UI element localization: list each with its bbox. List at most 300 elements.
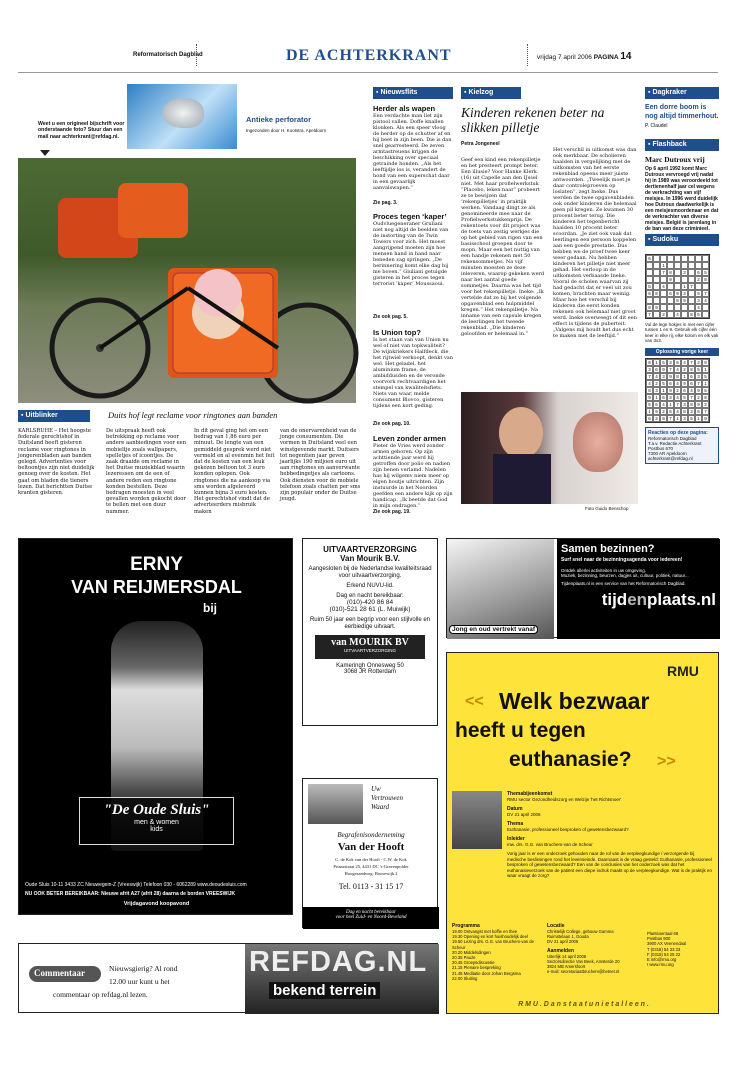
- solution-cell: 5: [667, 408, 674, 415]
- sudoku-icon: ▪: [648, 236, 651, 243]
- sudoku-cell: [688, 276, 695, 283]
- sudoku-cell: 8: [688, 311, 695, 318]
- sudoku-cell: [688, 290, 695, 297]
- refdag-sub: bekend terrein: [269, 982, 380, 999]
- solution-cell: 8: [688, 366, 695, 373]
- sudoku-label-text: Sudoku: [652, 236, 679, 243]
- ad-erny-line2: NU OOK BETER BEREIKBAAR: Nieuwe afrit A27 (afrit 28) daarna de borden VREESWIJK: [25, 891, 236, 897]
- sudoku-cell: 2: [695, 276, 702, 283]
- sudoku-instructions: Vul de lege hokjes in met een cijfer tussen 1 en 9. Gebruik elk cijfer één keer in elke rij, elke kolom en elk vak van 3x3.: [645, 322, 719, 344]
- sudoku-cell: 7: [702, 290, 709, 297]
- perforator-credit: Ingezonden door H. Kootstra, Apeldoorn: [246, 128, 327, 133]
- solution-cell: 7: [702, 408, 709, 415]
- kielzog-author: Petra Jongeneel: [461, 141, 500, 147]
- flashback-body: Op 6 april 1992 komt Marc Dutroux vervroegd vrij nadat hij in 1989 was veroordeeld tot dertienenhalf jaar cel wegens de verkrachting van vijf meisjes. In 1996 werd duidelijk hoe Dutroux daadwerkelijk is een meisjesmoordenaar en dat de verkrachter van diverse meisjes. België is jarenlang in de ban van deze criminieel.: [645, 166, 719, 232]
- news-item-title: Is Union top?: [373, 328, 421, 337]
- sudoku-cell: 4: [660, 283, 667, 290]
- sudoku-cell: [667, 311, 674, 318]
- solution-cell: 6: [688, 373, 695, 380]
- ad-erny-title2: VAN REIJMERSDAL: [71, 577, 242, 597]
- flashback-icon: ▪: [648, 141, 651, 148]
- rmu-locatie-line: DV 21 april 2006: [547, 939, 579, 945]
- sudoku-cell: [653, 297, 660, 304]
- logo-part-b: en: [627, 590, 648, 609]
- hooft-name: Van der Hooft: [337, 841, 405, 853]
- date-text: vrijdag 7 april 2006: [537, 54, 592, 61]
- news-item: [373, 328, 453, 428]
- sudoku-cell: [667, 297, 674, 304]
- ad-erny-address: Oude Sluis 10-11 3433 ZC Nieuwegein-Z (Vreeswijk) Telefoon 030 - 6062289 www.deoudesluis.com: [25, 882, 247, 888]
- solution-cell: 3: [646, 366, 653, 373]
- news-item-ref: Zie ook pag. 19.: [373, 509, 411, 515]
- rmu-programma-line: 21.45 Meditatie door Johan Bergsma: [452, 970, 521, 976]
- rmu-programma-label: Programma: [452, 923, 480, 929]
- mourik-city: 3068 JR Rotterdam: [343, 669, 397, 675]
- solution-cell: 2: [653, 380, 660, 387]
- rmu-inleider-label: Inleider: [507, 836, 525, 842]
- sudoku-label: [645, 234, 719, 246]
- hooft-phone: Tel. 0113 - 31 15 17: [338, 882, 404, 891]
- solution-cell: 1: [695, 415, 702, 422]
- solution-cell: 5: [681, 394, 688, 401]
- sudoku-cell: 5: [702, 269, 709, 276]
- rmu-title3: euthanasie?: [509, 748, 632, 771]
- mourik-address: Kameringh Onnesweg 50: [336, 663, 404, 669]
- sudoku-cell: [646, 297, 653, 304]
- kielzog-col2: Het verschil in uitkomst was dan ook merkbaar. De scholieren haalden in vergelijking met de uitkomsten van het eerste rekenblad opeens meer juiste antwoorden. „Tweelijk moet je daar controleproeven op loslaten”, zegt Ineke. Dus werden de twee opgavenbladen ook onder kinderen die helemaal geen pil kregen. Ze kwamen 30 procent beter terug. Die kinderen het tegenbericht haalden 10 procent beter scoordan. „Je ziet ook vaak dat leerlingen een persoon koppelen aan een goede prestatie. Dus hebben we de proef twee keer weer gedaan. Nu hebben kinderen het pilletje niet meer gehad. Het verloop in de uitkomsten verbaasde Ineke. Vooral de scholen waarvan zij had gedacht dat er veel uit zou komen, brachten maar weinig. Maar hoe het verschil bij kinderen die eerst konden rekenen ook helemaal niet groot werd. Ineke overweegt of dit een effect is tijdens de puberteit. „Valgens mij houdt het dus echt te maken met de leeftijd.”: [553, 147, 637, 339]
- ad-van-der-hooft[interactable]: [302, 778, 438, 928]
- ad-erny-title1: ERNY: [130, 554, 183, 575]
- hooft-motto2: Vertrouwen: [371, 794, 404, 802]
- sudoku-cell: [674, 269, 681, 276]
- news-item-ref: Zie ook pag. 10.: [373, 421, 411, 427]
- solution-cell: 9: [646, 394, 653, 401]
- solution-cell: 7: [667, 366, 674, 373]
- sudoku-cell: 4: [695, 304, 702, 311]
- ad-erny-sub: men & women: [134, 819, 179, 826]
- section-title: DE ACHTERKRANT: [286, 47, 452, 64]
- sudoku-cell: [688, 262, 695, 269]
- sudoku-cell: 1: [681, 283, 688, 290]
- page-number: 14: [620, 51, 632, 62]
- masthead-rule: [18, 72, 718, 73]
- logo-part-c: plaats.nl: [647, 590, 716, 609]
- solution-cell: 3: [681, 415, 688, 422]
- kielzog-label-text: Kielzog: [468, 89, 494, 96]
- solution-cell: 3: [667, 394, 674, 401]
- tijdenplaats-sub: Surf snel naar de bezinningsagenda voor iedereen!: [561, 557, 683, 563]
- sudoku-cell: 6: [695, 269, 702, 276]
- sudoku-cell: 9: [653, 304, 660, 311]
- ad-erny-title3: bij: [203, 601, 217, 615]
- rmu-arrows-right: >>: [657, 753, 676, 770]
- solution-cell: 3: [695, 373, 702, 380]
- ad-de-oude-sluis[interactable]: [18, 538, 293, 915]
- solution-cell: 1: [681, 373, 688, 380]
- masthead-divider-right: [527, 44, 528, 66]
- news-item-ref: Zie pag. 3.: [373, 200, 398, 206]
- right-column: [645, 87, 719, 517]
- hooft-motto1: Uw: [371, 785, 381, 793]
- rmu-aanmelden-line: Uiterlijk 14 april 2006: [547, 953, 587, 959]
- solution-cell: 1: [660, 387, 667, 394]
- solution-cell: 1: [702, 380, 709, 387]
- sudoku-cell: [702, 304, 709, 311]
- solution-cell: 5: [702, 387, 709, 394]
- bicycle-illustration: [18, 158, 356, 403]
- tijdenplaats-l3: Tijdenplaats.nl is een service van het Reformatorisch Dagblad.: [561, 581, 686, 586]
- solution-cell: 6: [646, 415, 653, 422]
- anchor-icon: ▪: [464, 89, 467, 96]
- solution-cell: 4: [674, 394, 681, 401]
- news-item-title: Proces tegen ‘kaper’: [373, 212, 447, 221]
- flashback-title: Marc Dutroux vrij: [645, 155, 705, 164]
- solution-cell: 6: [667, 380, 674, 387]
- rmu-contact: [647, 931, 717, 993]
- sudoku-cell: 2: [660, 311, 667, 318]
- sudoku-cell: 7: [646, 311, 653, 318]
- news-item-body: Een verdachte man liet zijn pistool vallen. Doffe knallen klonken. Als een speer vloog de herder op de schutter af en hij beet in zijn been. Die is dan snel gearresteerd. De zeven armtastreuens krijgen de beschikking over speciaal getrainde honden. „Als het leeftijdje los is, verandert de hond van een superschat daar in een gevaarlijk aanvalswapen.”: [373, 113, 452, 191]
- sudoku-cell: [653, 276, 660, 283]
- news-item-title: Leven zonder armen: [373, 434, 446, 443]
- mourik-l2: Erkend NUVU-lid.: [346, 583, 394, 589]
- tijdenplaats-l1: Ontdek allerlei activiteiten in uw omgeving.: [561, 568, 647, 573]
- dagkraker-label: [645, 87, 719, 99]
- solution-cell: 5: [702, 373, 709, 380]
- solution-cell: 3: [653, 387, 660, 394]
- dagkraker-quote: Een dorre boom is nog altijd timmerhout.: [645, 104, 719, 120]
- solution-cell: 6: [653, 366, 660, 373]
- solution-cell: 3: [681, 401, 688, 408]
- news-item-title: Herder als wapen: [373, 104, 436, 113]
- rmu-contact-line: 3900 AX Veenendaal: [647, 941, 687, 947]
- solution-cell: 2: [695, 359, 702, 366]
- sudoku-cell: [702, 255, 709, 262]
- rmu-contact-line: Plantsoentaal 68: [647, 931, 679, 936]
- sudoku-cell: [667, 304, 674, 311]
- flashback-label: [645, 139, 719, 151]
- rmu-aanmelden-line: 3824 MB Amersfoort: [547, 964, 586, 970]
- rmu-programma-line: 19.50 Lezing drs. G.G. van Bruchem-van de Scheur: [452, 939, 534, 950]
- tijdenplaats-panel: [557, 539, 720, 639]
- reacties-box: [645, 427, 719, 464]
- solution-cell: 8: [702, 394, 709, 401]
- rmu-datum-label: Datum: [507, 806, 523, 812]
- news-item: [373, 434, 453, 524]
- solution-cell: 7: [667, 415, 674, 422]
- mourik-logo-text: van MOURIK BV: [331, 637, 409, 648]
- rmu-locatie: [547, 923, 637, 993]
- solution-cell: 3: [660, 373, 667, 380]
- sudoku-cell: [653, 262, 660, 269]
- sudoku-cell: [653, 255, 660, 262]
- rmu-contact-line: Postbus 900: [647, 936, 671, 942]
- sudoku-cell: 6: [646, 290, 653, 297]
- rmu-title1: Welk bezwaar: [499, 688, 650, 714]
- sudoku-cell: [646, 269, 653, 276]
- rmu-locatie-label: Locatie: [547, 923, 565, 929]
- ad-van-mourik[interactable]: [302, 538, 438, 726]
- solution-cell: 8: [688, 401, 695, 408]
- commentaar-label: Commentaar: [29, 966, 101, 982]
- sudoku-cell: [681, 262, 688, 269]
- masthead: [0, 40, 738, 70]
- ad-refdag[interactable]: [18, 943, 438, 1013]
- refdag-l2: 12.00 uur kunt u het: [109, 977, 170, 986]
- solution-cell: 5: [688, 415, 695, 422]
- news-item: [373, 104, 453, 204]
- reacties-email[interactable]: achterkrant@refdag.nl: [648, 455, 693, 461]
- sudoku-cell: [646, 276, 653, 283]
- rmu-locatie-line: Christelijk College, gebouw Gamma: [547, 929, 614, 934]
- sudoku-cell: [688, 297, 695, 304]
- rmu-contact-web[interactable]: I www.rmu.org: [647, 962, 674, 968]
- sudoku-cell: 8: [667, 269, 674, 276]
- ad-rmu[interactable]: [446, 652, 719, 1014]
- sudoku-cell: [674, 283, 681, 290]
- sudoku-cell: 9: [681, 297, 688, 304]
- solution-cell: 2: [660, 408, 667, 415]
- sudoku-cell: 7: [688, 283, 695, 290]
- nieuwsflits-label: [373, 87, 453, 99]
- news-item-body: Oudvluegeneraner Gruliani niet nog altijd de beelden van de instorting van de Twin Towers voor zich. Het moest aangrijpend moeten zijn hoe mensen hand in hand naar beneden zag springen. „De herinnering komt elke dag bij me boven.” Giuliani getuigde gisteren in het proces tegen terrorist ‘kaper’ Moussaoui.: [373, 221, 449, 287]
- rmu-aanmelden-line: Sectorsdirectie Van Beek, Amsterde 20: [547, 958, 620, 964]
- bicycle-photo: [18, 158, 356, 403]
- sudoku-cell: 7: [660, 269, 667, 276]
- sudoku-cell: 6: [695, 311, 702, 318]
- caption-arrow-icon: [40, 150, 50, 156]
- mourik-phone2: (010)-521 28 61 (L. Muiwijk): [329, 606, 411, 613]
- solution-label: Oplossing vorige keer: [645, 348, 719, 356]
- solution-cell: 3: [667, 359, 674, 366]
- solution-cell: 8: [681, 408, 688, 415]
- masthead-divider-left: [196, 44, 197, 66]
- sudoku-cell: 4: [674, 311, 681, 318]
- rmu-footer: R M U . D a n s t a a t u n i e t a l l e e n .: [518, 1001, 649, 1008]
- solution-cell: 9: [702, 415, 709, 422]
- sudoku-cell: [681, 311, 688, 318]
- ad-tijdenplaats[interactable]: [446, 538, 719, 638]
- sudoku-cell: [681, 276, 688, 283]
- perforator-title: Antieke perforator: [246, 115, 312, 124]
- solution-cell: 4: [674, 408, 681, 415]
- sudoku-cell: [688, 304, 695, 311]
- reacties-line: T.a.v. Redactie Achterkrant: [648, 440, 702, 446]
- rmu-thema2-label: Thema: [507, 821, 524, 827]
- rmu-programma-line: 21.15 Plenaire bespreking: [452, 965, 501, 971]
- solution-cell: 5: [695, 366, 702, 373]
- solution-cell: 7: [674, 401, 681, 408]
- flash-icon: ▪: [376, 89, 379, 96]
- solution-cell: 9: [653, 408, 660, 415]
- solution-cell: 9: [702, 359, 709, 366]
- sudoku-cell: [653, 311, 660, 318]
- sudoku-cell: [653, 283, 660, 290]
- sudoku-cell: 3: [681, 290, 688, 297]
- hooft-photo: [308, 784, 363, 824]
- solution-cell: 6: [674, 359, 681, 366]
- sudoku-cell: [688, 255, 695, 262]
- rmu-programma-line: 20.20 Middelsdingen: [452, 949, 491, 955]
- solution-cell: 6: [660, 394, 667, 401]
- rmu-arrows-left: <<: [465, 693, 484, 710]
- rmu-programma-line: 19.30 Opening en kort huishoudelijk deel: [452, 934, 528, 940]
- rmu-programma-line: 22.00 Sluiting: [452, 975, 478, 981]
- solution-cell: 9: [667, 373, 674, 380]
- uitblinker-label-text: Uitblinker: [25, 412, 58, 419]
- sudoku-cell: [702, 283, 709, 290]
- solution-cell: 1: [702, 366, 709, 373]
- sudoku-grid: [645, 254, 710, 319]
- reacties-line: 7300 AR Apeldoorn: [648, 450, 687, 456]
- rmu-programma-line: 20.35 Pauze: [452, 955, 476, 961]
- mourik-l1: Aangesloten bij de Nederlandse kwaliteitsraad voor uitvaartverzorging.: [308, 566, 432, 579]
- rmu-programma: [452, 923, 542, 993]
- rmu-datum: DV 21 april 2006: [507, 812, 541, 817]
- hooft-type: Begrafenisonderneming: [337, 831, 405, 839]
- tijdenplaats-logo: [561, 590, 716, 610]
- solution-cell: 8: [646, 359, 653, 366]
- refdag-l1: Nieuwsgierig? Al rond: [109, 964, 178, 973]
- rmu-thema-sub: RMU sector Gezondheidszorg en Welzijn 'het Richtsnoer': [507, 797, 622, 802]
- solution-cell: 9: [695, 387, 702, 394]
- uitblinker-label: [18, 410, 90, 422]
- rmu-thema2: Euthanasie, professioneel besproken of gewetensbezwaard?: [507, 827, 629, 832]
- solution-cell: 6: [695, 408, 702, 415]
- solution-cell: 8: [674, 373, 681, 380]
- sudoku-cell: 9: [674, 290, 681, 297]
- sudoku-cell: 6: [646, 255, 653, 262]
- mourik-logo: [315, 635, 425, 659]
- rmu-aanmelden-label: Aanmelden: [547, 947, 574, 954]
- hooft-addr1: C. de Kok van der Hooft - C.W. de Kok: [335, 857, 407, 862]
- solution-cell: 4: [681, 359, 688, 366]
- mourik-l4: Ruim 50 jaar een begrip voor een stijlvolle en eerbiedige uitvaart.: [309, 617, 431, 630]
- sudoku-solution-grid: [645, 358, 710, 423]
- reacties-line: Reformatorisch Dagblad: [648, 435, 697, 441]
- sudoku-cell: [667, 283, 674, 290]
- sudoku-cell: 4: [702, 297, 709, 304]
- books-photo: [447, 539, 554, 639]
- solution-cell: 2: [674, 387, 681, 394]
- solution-cell: 9: [660, 366, 667, 373]
- rmu-aanmelden-email[interactable]: e-mail: secretariaatbruchem@hetnet.nl: [547, 969, 620, 975]
- mourik-name: Van Mourik B.V.: [340, 554, 400, 563]
- sudoku-cell: 3: [681, 269, 688, 276]
- sudoku-cell: [674, 304, 681, 311]
- solution-cell: 5: [660, 380, 667, 387]
- sudoku-cell: [688, 269, 695, 276]
- kielzog-photo: [461, 392, 638, 504]
- rmu-contact-email[interactable]: E info@rmu.org: [647, 957, 677, 963]
- mourik-l3: Dag en nacht bereikbaar:: [336, 593, 404, 599]
- sudoku-cell: [681, 255, 688, 262]
- kielzog-label: [461, 87, 521, 99]
- hooft-foot1: Dag en nacht bereikbaar: [346, 910, 396, 915]
- rmu-programma-line: 20.45 Groepsdiscussie: [452, 960, 495, 966]
- solution-cell: 1: [646, 408, 653, 415]
- rmu-locatie-line: Ruimstelaan 1, Gouda: [547, 934, 589, 940]
- solution-cell: 5: [660, 359, 667, 366]
- solution-cell: 3: [688, 408, 695, 415]
- nieuwsflits-label-text: Nieuwsflits: [380, 89, 418, 96]
- solution-cell: 7: [688, 394, 695, 401]
- mourik-phone1: (010)-420 86 84: [346, 599, 394, 606]
- photo-caption-prompt: Weet u een origineel bijschrift voor onderstaande foto? Stuur dan een mail naar achterkrant@refdag.nl.: [38, 121, 125, 140]
- refdag-banner: [245, 944, 439, 1014]
- solution-cell: 6: [688, 380, 695, 387]
- solution-cell: 4: [688, 387, 695, 394]
- hooft-addr3: Hoogezandweg: Boosewijk 2: [344, 871, 398, 876]
- solution-cell: 7: [695, 380, 702, 387]
- solution-cell: 1: [674, 415, 681, 422]
- solution-cell: 7: [646, 373, 653, 380]
- flashback-label-text: Flashback: [652, 141, 687, 148]
- sudoku-cell: [660, 255, 667, 262]
- ad-erny-logo-box: [79, 797, 234, 845]
- reacties-title: Reacties op deze pagina:: [648, 429, 708, 436]
- dagkraker-label-text: Dagkraker: [652, 89, 687, 96]
- tijdenplaats-caption: Jong en oud vertrekt vanaf: [449, 625, 538, 634]
- refdag-l3: commentaar op refdag.nl lezen.: [53, 990, 148, 999]
- sudoku-cell: [660, 290, 667, 297]
- news-item-ref: Zie ook pag. 5.: [373, 314, 408, 320]
- lightbulb-icon: ▪: [21, 412, 24, 419]
- sudoku-cell: 5: [646, 283, 653, 290]
- sudoku-cell: [646, 262, 653, 269]
- dagkraker-author: P. Claudel: [645, 123, 668, 129]
- solution-cell: 2: [681, 366, 688, 373]
- solution-cell: 4: [674, 366, 681, 373]
- rmu-programma-line: 19.00 Ontvangst met koffie en thee: [452, 929, 518, 934]
- sudoku-cell: [695, 255, 702, 262]
- news-item: [373, 212, 453, 320]
- ad-erny-sub2: kids: [150, 826, 163, 833]
- refdag-big: REFDAG.NL: [249, 946, 428, 978]
- sudoku-cell: 8: [653, 290, 660, 297]
- solution-cell: 7: [688, 359, 695, 366]
- sudoku-cell: 8: [674, 297, 681, 304]
- sudoku-cell: [702, 311, 709, 318]
- solution-cell: 4: [653, 373, 660, 380]
- sudoku-cell: [702, 262, 709, 269]
- rmu-inleider: mw. drs. G.G. van Bruchem-van de Scheur: [507, 842, 593, 847]
- solution-cell: 9: [681, 380, 688, 387]
- uitblinker-col3: In dit geval ging het om een bedrag van 1,86 euro per minuut. De lengte van een gemiddeld gesprek werd niet vermeld en al evenmin het feit dat de kosten van een leuk gekozen beltoon tot 3 euro konden oplopen. Ook ringtones die na aankoop via sms worden afgeleverd kunnen bijna 3 euro kosten. Het gerechtshof vindt dat de adverteerders misbruik maken: [194, 428, 275, 515]
- uitblinker-col2: De uitspraak heeft ook betrekking op reclame voor andere aanbiedingen voor een mobieltje zoals wallpapers, spelletjes of icoontjes. De zaak draaide om reclame in het Duitse muziekblad waarin lezeressen om de een of andere reden een ringtone konden bestellen. Deze bedragen moesten in veel gevallen worden gekocht door te bellen met een duur nummer.: [106, 428, 187, 515]
- news-item-body: Is het staan van van Union nu wel of niet van topkwaliteit? De wijnkriekers Halfdeck, die het rijtwiel verkoopt, denkt van wel. Het geladel, het aluminium frame, de ambiddusden en de veronde voorvork rechtvaardigen het stempel van kwaliteitsfiets. Niets van waar, melde consument Blovco, gisteren tijdens een kort geding.: [373, 337, 453, 409]
- uitblinker-col1: KARLSRUHE – Het hoogste federale gerechtshof in Duitsland heeft gisteren reclame voor ringtones in jongerenbladen aan banden gelegd. Advertenties voor beltoontjes zijn niet duidelijk genoeg over de kosten. Het gaat om bladen die tieners lezen. Dat berichtten Duitse kranten gisteren.: [18, 428, 95, 497]
- issue-date: [537, 51, 632, 62]
- sudoku-cell: [674, 262, 681, 269]
- hooft-motto3: Waard: [371, 803, 390, 811]
- sudoku-cell: [660, 304, 667, 311]
- sudoku-cell: 8: [646, 304, 653, 311]
- solution-cell: 6: [653, 401, 660, 408]
- solution-cell: 1: [653, 394, 660, 401]
- cracker-icon: ▪: [648, 89, 651, 96]
- solution-cell: 2: [702, 401, 709, 408]
- solution-cell: 5: [646, 401, 653, 408]
- sudoku-cell: [674, 276, 681, 283]
- sudoku-cell: [660, 297, 667, 304]
- sudoku-cell: [681, 304, 688, 311]
- uitblinker-header: [18, 410, 356, 422]
- solution-cell: 8: [646, 387, 653, 394]
- hooft-addr2: Prinsestraat 25, 4431 DC 's-Gravenpolder: [333, 864, 409, 869]
- uitblinker-headline: Duits hof legt reclame voor ringtones aan banden: [108, 410, 278, 420]
- logo-part-a: tijd: [601, 590, 628, 609]
